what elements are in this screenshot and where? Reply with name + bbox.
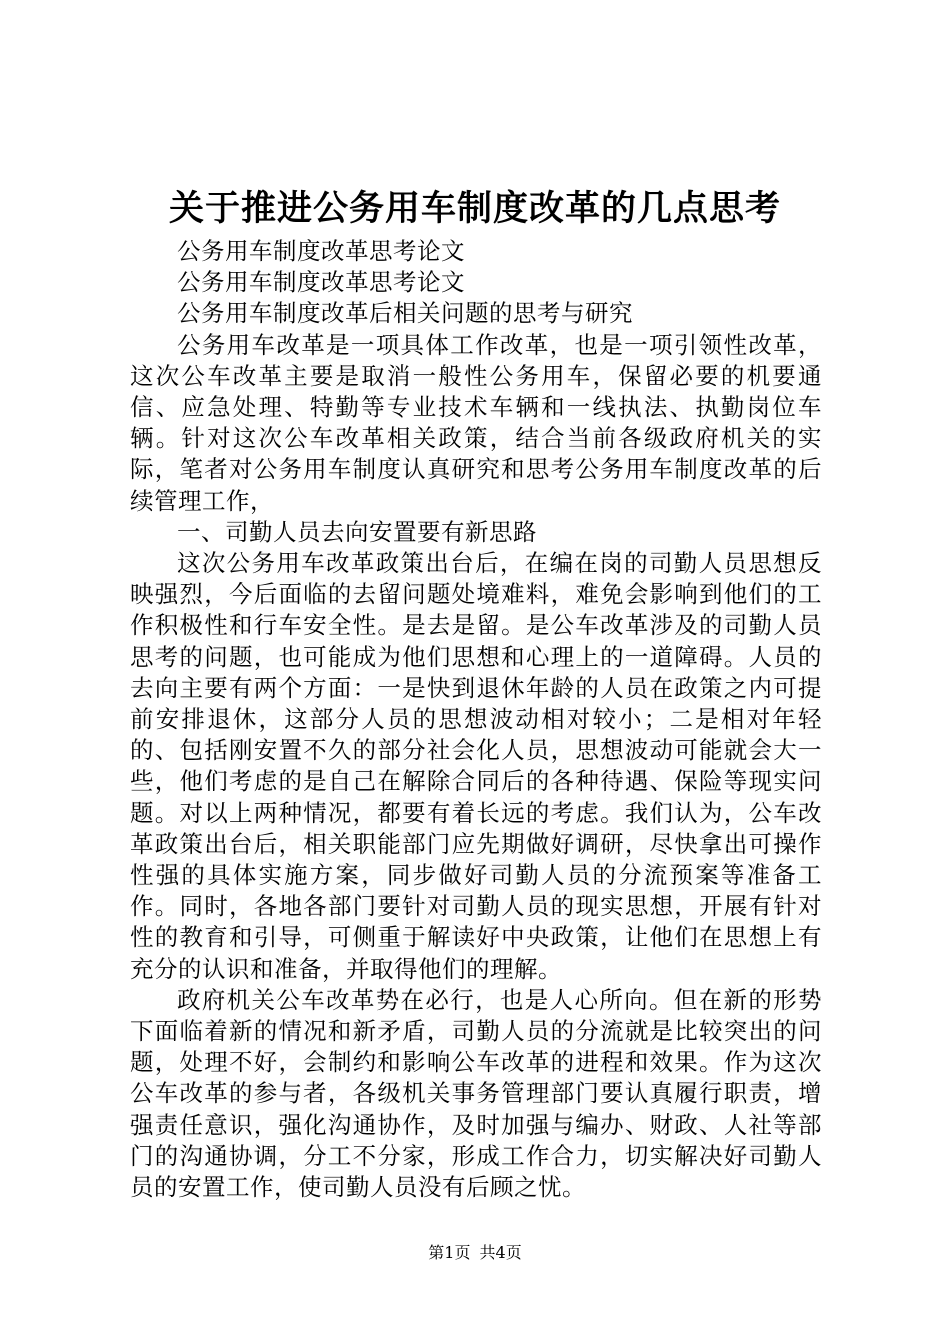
body-paragraph: 这次公务用车改革政策出台后，在编在岗的司勤人员思想反映强烈，今后面临的去留问题处境难料，难免会影响到他们的工作积极性和行车安全性。是去是留。是公车改革涉及的司勤人员思考的问题，也可能成为他们思想和心理上的一道障碍。人员的去向主要有两个方面：一是快到退休年龄的人员在政策之内可提前安排退休，这部分人员的思想波动相对较小；二是相对年轻的、包括刚安置不久的部分社会化人员，思想波动可能就会大一些，他们考虑的是自己在解除合同后的各种待遇、保险等现实问题。对以上两种情况，都要有着长远的考虑。我们认为，公车改革政策出台后，相关职能部门应先期做好调研，尽快拿出可操作性强的具体实施方案，同步做好司勤人员的分流预案等准备工作。同时，各地各部门要针对司勤人员的现实思想，开展有针对性的教育和引导，可侧重于解读好中央政策，让他们在思想上有充分的认识和准备，并取得他们的理解。 xyxy=(130,549,822,983)
page-footer xyxy=(0,1242,950,1264)
body-paragraph: 政府机关公车改革势在必行，也是人心所向。但在新的形势下面临着新的情况和新矛盾，司勤人员的分流就是比较突出的问题，处理不好，会制约和影响公车改革的进程和效果。作为这次公车改革的参与者，各级机关事务管理部门要认真履行职责，增强责任意识，强化沟通协作，及时加强与编办、财政、人社等部门的沟通协调，分工不分家，形成工作合力，切实解决好司勤人员的安置工作，使司勤人员没有后顾之忧。 xyxy=(130,985,822,1202)
section-heading: 一、司勤人员去向安置要有新思路 xyxy=(177,517,537,546)
subtitle-line: 公务用车制度改革思考论文 xyxy=(177,268,465,297)
subtitle-line: 公务用车制度改革后相关问题的思考与研究 xyxy=(177,299,633,328)
subtitle-line: 公务用车制度改革思考论文 xyxy=(177,237,465,265)
document-body xyxy=(130,236,822,1203)
page-total: 共4页 xyxy=(479,1243,522,1262)
document-title: 关于推进公务用车制度改革的几点思考 xyxy=(168,188,781,229)
body-paragraph: 公务用车改革是一项具体工作改革，也是一项引领性改革，这次公车改革主要是取消一般性公务用车，保留必要的机要通信、应急处理、特勤等专业技术车辆和一线执法、执勤岗位车辆。针对这次公车改革相关政策，结合当前各级政府机关的实际，笔者对公务用车制度认真研究和思考公务用车制度改革的后续管理工作， xyxy=(130,330,822,515)
page-number: 第1页 xyxy=(428,1243,471,1262)
